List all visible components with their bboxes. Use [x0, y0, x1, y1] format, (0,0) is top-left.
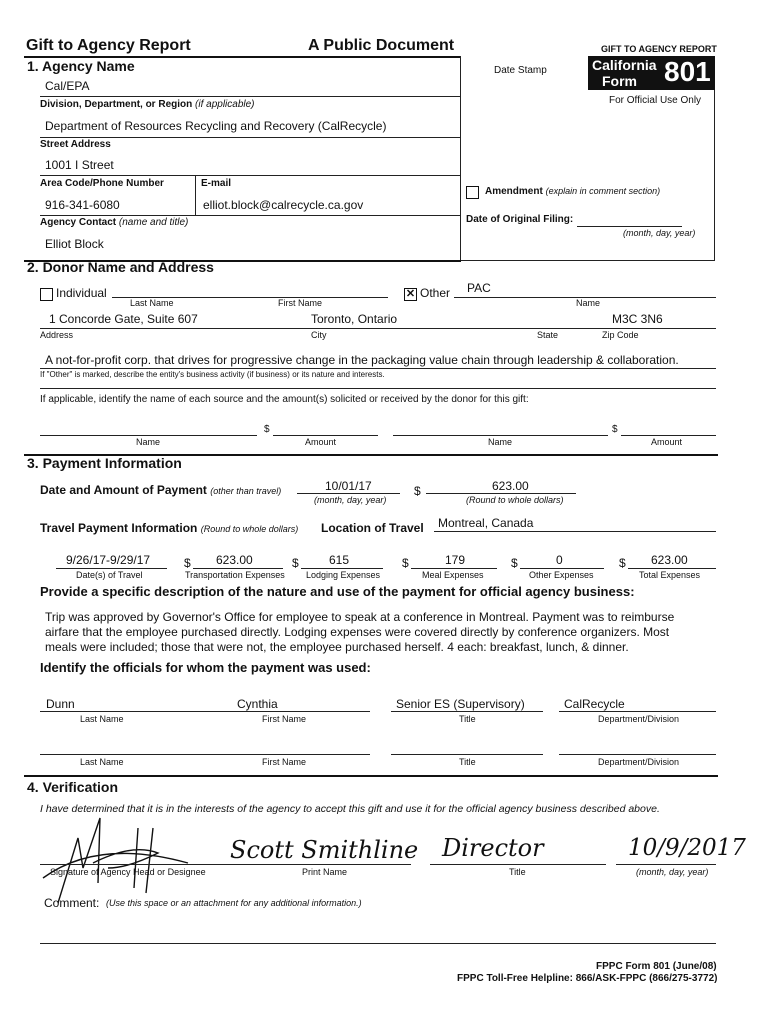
- comment-label: Comment:: [44, 896, 100, 910]
- transport-dollar: $: [184, 556, 191, 570]
- section4-heading: 4. Verification: [27, 779, 119, 795]
- contact-label-note: (name and title): [118, 217, 189, 228]
- donor-city-label: City: [311, 330, 327, 340]
- helpline: FPPC Toll-Free Helpline: 866/ASK-FPPC (866/275-3772): [457, 973, 718, 984]
- official2-last-label: Last Name: [80, 757, 124, 767]
- other-exp-dollar: $: [511, 556, 518, 570]
- sources-label: If applicable, identify the name of each source and the amount(s) solicited or received by the donor for this gift:: [40, 394, 529, 405]
- total-dollar: $: [619, 556, 626, 570]
- date-amount-note: (other than travel): [210, 486, 282, 496]
- payment-amount-value[interactable]: 623.00: [492, 479, 529, 493]
- lodging-dollar: $: [292, 556, 299, 570]
- lodging-label: Lodging Expenses: [306, 570, 381, 580]
- total-value[interactable]: 623.00: [651, 553, 688, 567]
- source-dollar-2: $: [612, 424, 618, 435]
- source-dollar-1: $: [264, 424, 270, 435]
- location-value[interactable]: Montreal, Canada: [438, 516, 534, 530]
- donor-zip-value[interactable]: M3C 3N6: [612, 312, 663, 326]
- signature-date-label: (month, day, year): [636, 867, 709, 877]
- individual-checkbox[interactable]: [40, 288, 53, 301]
- official1-dept-label: Department/Division: [598, 714, 680, 724]
- public-document-title: A Public Document: [308, 37, 455, 54]
- signer-title-label: Title: [509, 867, 526, 877]
- donor-last-name-label: Last Name: [130, 298, 174, 308]
- official1-first-label: First Name: [262, 714, 307, 724]
- street-value[interactable]: 1001 I Street: [45, 158, 114, 172]
- donor-address-value[interactable]: 1 Concorde Gate, Suite 607: [49, 312, 198, 326]
- travel-note: (Round to whole dollars): [200, 524, 299, 534]
- other-exp-value[interactable]: 0: [556, 553, 563, 567]
- original-filing-label: Date of Original Filing:: [466, 214, 574, 225]
- phone-value[interactable]: 916-341-6080: [45, 198, 120, 212]
- form-title-right: GIFT TO AGENCY REPORT: [601, 44, 717, 54]
- original-filing-note: (month, day, year): [623, 228, 696, 238]
- official2-title-label: Title: [459, 757, 476, 767]
- official1-title-value[interactable]: Senior ES (Supervisory): [396, 697, 525, 711]
- payment-date-value[interactable]: 10/01/17: [325, 479, 372, 493]
- signature-date-value[interactable]: 10/9/2017: [628, 835, 746, 861]
- street-label: Street Address: [40, 139, 111, 150]
- payment-dollar: $: [414, 484, 421, 498]
- other-description-note: If "Other" is marked, describe the entity's business activity (if business) or its nature and interests.: [40, 370, 385, 379]
- donor-name-value[interactable]: PAC: [467, 281, 491, 295]
- donor-address-label: Address: [40, 330, 74, 340]
- other-exp-label: Other Expenses: [529, 570, 594, 580]
- contact-value[interactable]: Elliot Block: [45, 237, 104, 251]
- comment-note: (Use this space or an attachment for any additional information.): [106, 898, 362, 908]
- travel-dates-label: Date(s) of Travel: [76, 570, 143, 580]
- source-name-label-2: Name: [488, 437, 513, 447]
- description-line-2[interactable]: airfare that the employee purchased directly. Lodging expenses were covered directly by conference organizers. Most: [45, 625, 670, 639]
- amendment-checkbox[interactable]: [466, 186, 479, 199]
- form-id: FPPC Form 801 (June/08): [596, 961, 717, 972]
- officials-heading: Identify the officials for whom the payment was used:: [40, 660, 371, 675]
- donor-description-value[interactable]: A not-for-profit corp. that drives for progressive change in the packaging value chain through leadership & collaboration.: [45, 353, 679, 367]
- lodging-value[interactable]: 615: [329, 553, 350, 567]
- official1-last-value[interactable]: Dunn: [46, 697, 75, 711]
- badge-line1: California: [592, 57, 657, 73]
- official1-title-label: Title: [459, 714, 476, 724]
- donor-name-label: Name: [576, 298, 601, 308]
- donor-first-name-label: First Name: [278, 298, 323, 308]
- source-amount-label-2: Amount: [651, 437, 683, 447]
- meal-label: Meal Expenses: [422, 570, 484, 580]
- signer-title-value[interactable]: Director: [442, 834, 544, 862]
- transport-value[interactable]: 623.00: [216, 553, 253, 567]
- official2-first-label: First Name: [262, 757, 307, 767]
- description-line-1[interactable]: Trip was approved by Governor's Office for employee to speak at a conference in Montreal. Payment was to reimburse: [45, 610, 675, 624]
- signature-mark: [38, 808, 218, 908]
- agency-name-value[interactable]: Cal/EPA: [45, 79, 90, 93]
- other-label: Other: [420, 286, 451, 300]
- division-label-note: (if applicable): [195, 99, 255, 110]
- location-label: Location of Travel: [321, 521, 424, 535]
- individual-label: Individual: [56, 286, 107, 300]
- signature-label: Signature of Agency Head or Designee: [50, 867, 206, 877]
- official-use-label: For Official Use Only: [609, 95, 702, 106]
- donor-city-value[interactable]: Toronto, Ontario: [311, 312, 398, 326]
- meal-dollar: $: [402, 556, 409, 570]
- official1-last-label: Last Name: [80, 714, 124, 724]
- official2-dept-label: Department/Division: [598, 757, 680, 767]
- phone-label: Area Code/Phone Number: [40, 178, 164, 189]
- description-line-3[interactable]: meals were included; those that were not, the employee purchased herself. 4 each: breakfast, lunch, & dinner.: [45, 640, 629, 654]
- donor-state-label: State: [537, 330, 559, 340]
- section1-heading: 1. Agency Name: [27, 58, 135, 74]
- total-label: Total Expenses: [639, 570, 701, 580]
- email-value[interactable]: elliot.block@calrecycle.ca.gov: [203, 198, 364, 212]
- section3-heading: 3. Payment Information: [27, 455, 182, 471]
- source-name-label-1: Name: [136, 437, 161, 447]
- travel-label: Travel Payment Information: [40, 521, 198, 535]
- email-label: E-mail: [201, 178, 232, 189]
- verification-statement: I have determined that it is in the interests of the agency to accept this gift and use it for the official agency business described above.: [40, 803, 660, 815]
- comment-area[interactable]: [118, 913, 718, 939]
- division-value[interactable]: Department of Resources Recycling and Recovery (CalRecycle): [45, 119, 387, 133]
- contact-label: Agency Contact: [40, 217, 117, 228]
- payment-amount-note: (Round to whole dollars): [466, 495, 564, 505]
- official1-dept-value[interactable]: CalRecycle: [564, 697, 625, 711]
- print-name-value[interactable]: Scott Smithline: [230, 836, 419, 864]
- badge-number: 801: [664, 56, 711, 87]
- date-amount-label: Date and Amount of Payment: [40, 483, 207, 497]
- official1-first-value[interactable]: Cynthia: [237, 697, 278, 711]
- form-title: Gift to Agency Report: [26, 37, 191, 54]
- section2-heading: 2. Donor Name and Address: [27, 259, 214, 275]
- payment-date-note: (month, day, year): [314, 495, 387, 505]
- travel-dates-value[interactable]: 9/26/17-9/29/17: [66, 553, 151, 567]
- amendment-note: (explain in comment section): [545, 186, 661, 196]
- meal-value[interactable]: 179: [445, 553, 466, 567]
- form-badge: [588, 56, 715, 90]
- description-heading: Provide a specific description of the nature and use of the payment for official agency business:: [40, 584, 635, 599]
- other-checkbox[interactable]: [404, 288, 417, 301]
- division-label: Division, Department, or Region: [40, 99, 193, 110]
- transport-label: Transportation Expenses: [185, 570, 285, 580]
- badge-line2: Form: [602, 73, 637, 89]
- source-amount-label-1: Amount: [305, 437, 337, 447]
- print-name-label: Print Name: [302, 867, 348, 877]
- amendment-label: Amendment: [485, 186, 543, 197]
- date-stamp-label: Date Stamp: [494, 65, 547, 76]
- donor-zip-label: Zip Code: [602, 330, 639, 340]
